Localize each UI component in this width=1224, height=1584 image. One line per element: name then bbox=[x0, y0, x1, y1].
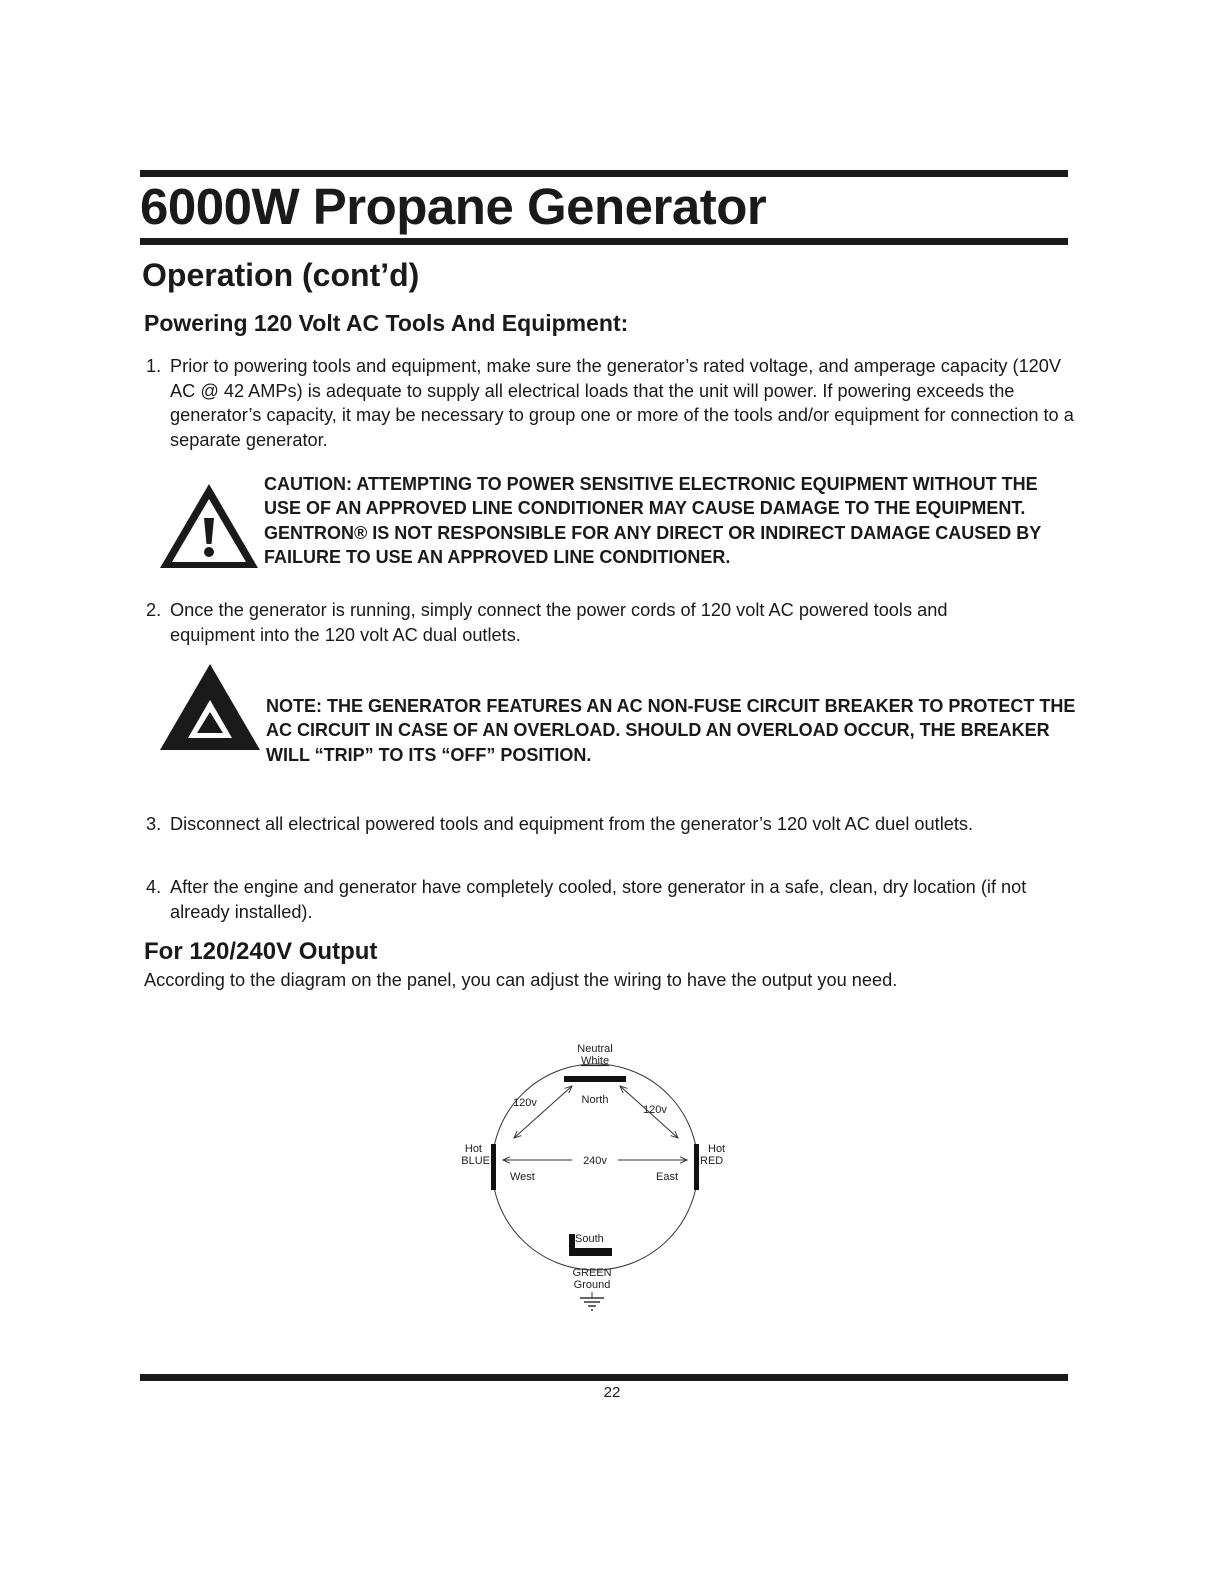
caution-text: CAUTION: ATTEMPTING TO POWER SENSITIVE ELECTRONIC EQUIPMENT WITHOUT THE USE OF AN APPROVED LINE CONDITIONER MAY CAUSE DAMAGE TO THE EQUIPMENT. GENTRON® IS NOT RESPONSIBLE FOR ANY DIRECT OR INDIRECT DAMAGE CAUSED BY FAILURE TO USE AN APPROVED LINE CONDITIONER. bbox=[264, 474, 1041, 568]
output-intro: According to the diagram on the panel, you can adjust the wiring to have the output you need. bbox=[144, 970, 898, 990]
240v-label: 240v bbox=[583, 1155, 607, 1167]
subsection-title: Powering 120 Volt AC Tools And Equipment: bbox=[144, 310, 629, 336]
step-4 bbox=[146, 875, 1056, 924]
output-heading: For 120/240V Output bbox=[144, 938, 378, 965]
page-title: 6000W Propane Generator bbox=[140, 178, 767, 235]
page-number: 22 bbox=[603, 1384, 621, 1401]
right-120v-label: 120v bbox=[643, 1104, 667, 1116]
ground-label: Ground bbox=[573, 1279, 611, 1291]
title-underline-rule bbox=[140, 238, 1068, 245]
step-text: After the engine and generator have completely cooled, store generator in a safe, clean, dry location (if not already installed). bbox=[170, 877, 1027, 922]
white-label: White bbox=[580, 1055, 610, 1067]
east-label: East bbox=[655, 1171, 678, 1183]
red-terminal bbox=[694, 1144, 699, 1190]
step-number: 3. bbox=[146, 814, 162, 834]
right-hot-label: Hot bbox=[708, 1143, 726, 1155]
step-2 bbox=[146, 598, 1026, 647]
step-number: 1. bbox=[146, 356, 162, 376]
step-3 bbox=[146, 812, 1026, 837]
red-label: RED bbox=[700, 1155, 724, 1167]
note-triangle-icon bbox=[158, 662, 262, 752]
left-120v-label: 120v bbox=[513, 1097, 537, 1109]
warning-exclamation-icon bbox=[158, 482, 260, 570]
neutral-label: Neutral bbox=[577, 1043, 613, 1055]
step-1 bbox=[146, 354, 1076, 452]
blue-label: BLUE bbox=[461, 1155, 490, 1167]
green-label: GREEN bbox=[572, 1267, 612, 1279]
west-label: West bbox=[510, 1171, 535, 1183]
bottom-rule bbox=[140, 1374, 1068, 1381]
blue-terminal bbox=[491, 1144, 496, 1190]
step-number: 4. bbox=[146, 877, 162, 897]
left-hot-label: Hot bbox=[464, 1143, 482, 1155]
step-text: Prior to powering tools and equipment, make sure the generator’s rated voltage, and amperage capacity (120V AC @ 42 AMPs) is adequate to supply all electrical loads that the unit will power. If powering exceeds the generator’s capacity, it may be necessary to group one or more of the tools and/or equipment for connection to a separate generator. bbox=[170, 356, 1074, 450]
wiring-diagram bbox=[430, 1030, 760, 1330]
step-text: Disconnect all electrical powered tools and equipment from the generator’s 120 volt AC duel outlets. bbox=[170, 814, 974, 834]
section-title: Operation (cont’d) bbox=[142, 257, 420, 293]
neutral-terminal bbox=[564, 1076, 626, 1082]
note-text: NOTE: THE GENERATOR FEATURES AN AC NON-FUSE CIRCUIT BREAKER TO PROTECT THE AC CIRCUIT IN CASE OF AN OVERLOAD. SHOULD AN OVERLOAD OCCUR, THE BREAKER WILL “TRIP” TO ITS “OFF” POSITION. bbox=[266, 696, 1076, 765]
south-label: South bbox=[575, 1233, 604, 1245]
step-number: 2. bbox=[146, 600, 162, 620]
ground-symbol-icon bbox=[580, 1292, 604, 1310]
north-label: North bbox=[581, 1094, 609, 1106]
step-text: Once the generator is running, simply connect the power cords of 120 volt AC powered tools and equipment into the 120 volt AC dual outlets. bbox=[170, 600, 948, 645]
